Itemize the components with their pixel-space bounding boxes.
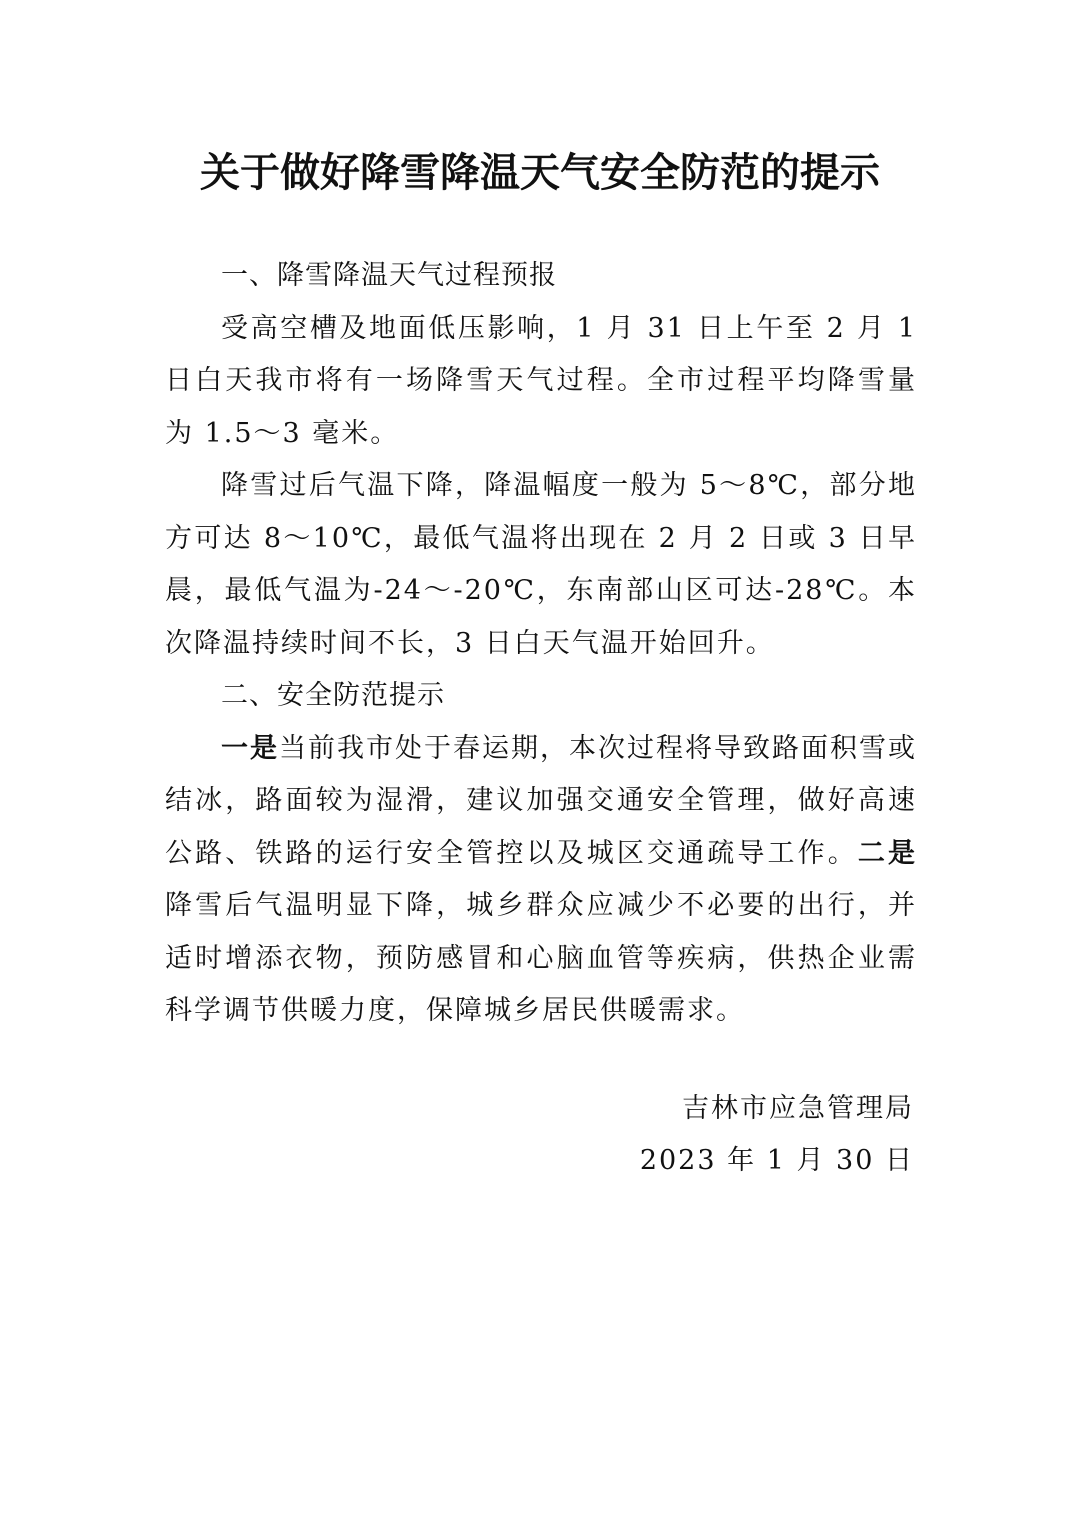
safety-point-2-lead: 二是	[857, 837, 917, 869]
forecast-paragraph-temperature: 降雪过后气温下降，降温幅度一般为 5～8℃，部分地方可达 8～10℃，最低气温将出现在 2 月 2 日或 3 日早晨，最低气温为-24～-20℃，东南部山区可达-28℃。本次降温持续时间不长，3 日白天气温开始回升。	[165, 470, 917, 659]
safety-point-1-lead: 一是	[221, 732, 279, 764]
signature-block	[480, 1083, 914, 1187]
safety-point-1-text: 当前我市处于春运期，本次过程将导致路面积雪或结冰，路面较为湿滑，建议加强交通安全管理，做好高速公路、铁路的运行安全管控以及城区交通疏导工作。	[165, 732, 917, 869]
signature-date: 2023 年 1 月 30 日	[639, 1145, 914, 1176]
document-body	[165, 250, 917, 1038]
signature-organization: 吉林市应急管理局	[682, 1093, 914, 1124]
safety-point-2-text: 降雪后气温明显下降，城乡群众应减少不必要的出行，并适时增添衣物，预防感冒和心脑血管等疾病，供热企业需科学调节供暖力度，保障城乡居民供暖需求。	[165, 890, 917, 1026]
safety-paragraph	[165, 723, 917, 1038]
document-title: 关于做好降雪降温天气安全防范的提示	[200, 149, 880, 196]
section-heading-forecast: 一、降雪降温天气过程预报	[221, 260, 557, 291]
section-heading-safety: 二、安全防范提示	[221, 680, 445, 711]
forecast-paragraph-snowfall: 受高空槽及地面低压影响，1 月 31 日上午至 2 月 1 日白天我市将有一场降雪天气过程。全市过程平均降雪量为 1.5～3 毫米。	[165, 312, 917, 449]
